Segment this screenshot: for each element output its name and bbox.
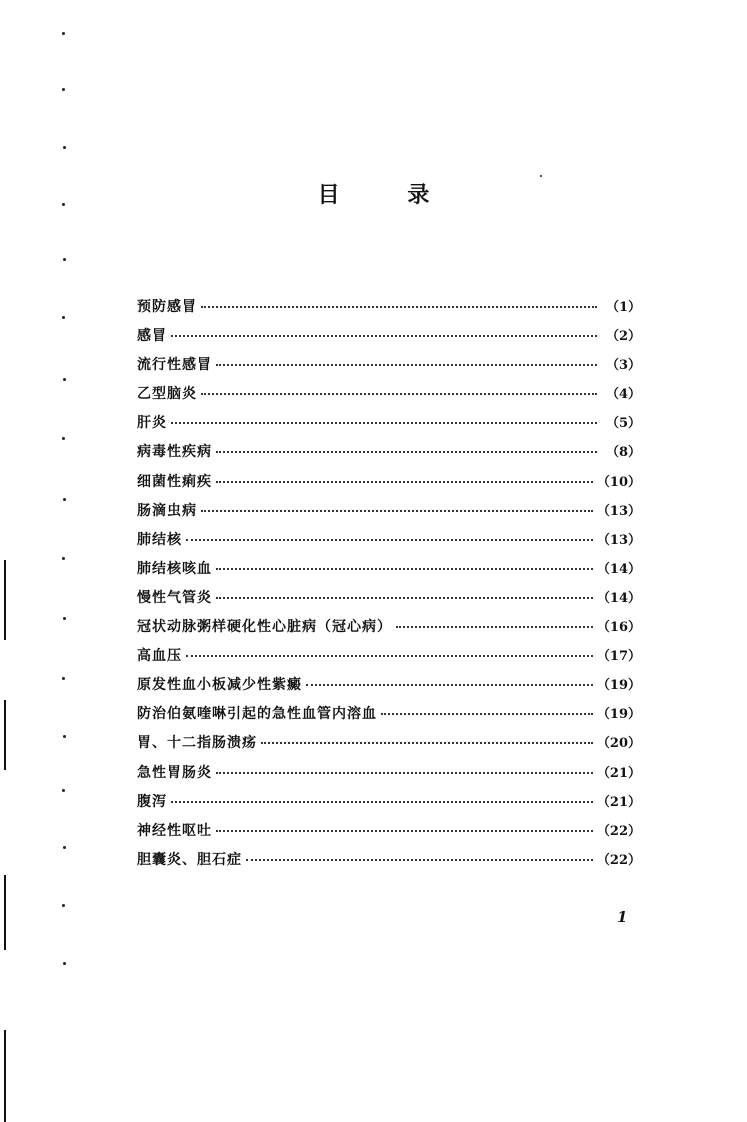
toc-entry (137, 732, 641, 761)
toc-entry (137, 471, 641, 500)
toc-entry (137, 441, 641, 470)
toc-entry-page: （20） (596, 736, 641, 752)
scan-edge-line (4, 1030, 6, 1122)
toc-entry (137, 645, 641, 674)
toc-entry (137, 296, 641, 325)
toc-entry (137, 500, 641, 529)
toc-entry (137, 325, 641, 354)
toc-entry (137, 412, 641, 441)
scan-dot (63, 498, 66, 501)
toc-leader-dots (171, 421, 597, 424)
scan-edge-line (4, 560, 6, 640)
toc-entry-page: （3） (605, 358, 641, 374)
scan-dot (63, 962, 66, 965)
toc-entry-title: 冠状动脉粥样硬化性心脏病（冠心病） (137, 619, 392, 636)
toc-entry-page: （21） (596, 765, 641, 781)
toc-leader-dots (216, 363, 597, 366)
toc-leader-dots (216, 596, 593, 599)
toc-entry-title: 感冒 (137, 328, 167, 345)
toc-leader-dots (246, 858, 593, 861)
toc-entry-page: （22） (596, 852, 641, 868)
toc-entry-page: （16） (596, 620, 641, 636)
scan-dot (63, 378, 66, 381)
scan-dot (62, 904, 65, 907)
table-of-contents (137, 296, 641, 878)
toc-entry-title: 胃、十二指肠溃疡 (137, 735, 257, 752)
toc-entry-page: （17） (596, 649, 641, 665)
scan-edge-line (4, 875, 6, 950)
toc-leader-dots (306, 683, 593, 686)
toc-entry-page: （19） (596, 678, 641, 694)
toc-leader-dots (201, 305, 597, 308)
toc-leader-dots (186, 654, 593, 657)
toc-entry (137, 383, 641, 412)
toc-leader-dots (216, 829, 593, 832)
scan-dot (62, 789, 65, 792)
scan-dot (63, 735, 66, 738)
toc-leader-dots (261, 741, 593, 744)
scan-dot (62, 677, 65, 680)
toc-entry-page: （13） (596, 532, 641, 548)
scan-dot (63, 617, 66, 620)
scan-edge-line (4, 700, 6, 770)
toc-entry-page: （2） (605, 329, 641, 345)
toc-entry-title: 预防感冒 (137, 299, 197, 315)
toc-entry-title: 急性胃肠炎 (137, 764, 212, 781)
page-number: 1 (617, 908, 628, 926)
toc-leader-dots (201, 509, 593, 512)
toc-entry (137, 703, 641, 732)
toc-entry (137, 820, 641, 849)
toc-leader-dots (171, 800, 593, 803)
toc-leader-dots (381, 712, 593, 715)
scan-dot (62, 32, 65, 35)
toc-entry-title: 肺结核咳血 (137, 560, 212, 577)
toc-entry-page: （5） (605, 416, 641, 432)
toc-entry (137, 587, 641, 616)
title-char-1: 目 (317, 183, 340, 208)
scan-dot (62, 316, 65, 319)
toc-entry-title: 流行性感冒 (137, 357, 212, 374)
toc-entry-title: 慢性气管炎 (137, 589, 212, 606)
toc-entry-page: （10） (596, 474, 641, 490)
toc-leader-dots (396, 625, 593, 628)
toc-entry-page: （1） (605, 300, 641, 315)
toc-entry (137, 354, 641, 383)
scan-dot (540, 175, 542, 177)
page-title (0, 178, 747, 209)
toc-leader-dots (171, 334, 597, 337)
toc-entry (137, 616, 641, 645)
toc-entry-title: 乙型脑炎 (137, 386, 197, 403)
toc-entry-page: （21） (596, 794, 641, 810)
toc-entry (137, 849, 641, 878)
scan-dot (62, 557, 65, 560)
toc-entry (137, 529, 641, 558)
toc-entry-title: 肠滴虫病 (137, 502, 197, 519)
toc-entry-page: （14） (596, 590, 641, 606)
toc-entry-title: 肝炎 (137, 415, 167, 432)
toc-entry-page: （8） (605, 445, 641, 461)
toc-leader-dots (201, 392, 597, 395)
scan-dot (62, 88, 65, 91)
toc-entry-title: 原发性血小板减少性紫癜 (137, 677, 302, 694)
toc-leader-dots (186, 538, 593, 541)
toc-entry-title: 病毒性疾病 (137, 444, 212, 461)
scan-dot (63, 258, 66, 261)
toc-entry (137, 674, 641, 703)
toc-entry (137, 558, 641, 587)
toc-leader-dots (216, 771, 593, 774)
toc-leader-dots (216, 450, 597, 453)
toc-entry-title: 神经性呕吐 (137, 822, 212, 839)
toc-entry-page: （19） (596, 707, 641, 723)
scan-dot (63, 846, 66, 849)
toc-leader-dots (216, 480, 593, 483)
toc-entry-title: 腹泻 (137, 793, 167, 810)
toc-entry-title: 胆囊炎、胆石症 (137, 851, 242, 868)
toc-entry (137, 791, 641, 820)
toc-entry-title: 肺结核 (137, 531, 182, 548)
scan-dot (62, 437, 65, 440)
toc-leader-dots (216, 567, 593, 570)
toc-entry-title: 防治伯氨喹啉引起的急性血管内溶血 (137, 706, 377, 723)
toc-entry-page: （4） (605, 387, 641, 403)
toc-entry-page: （13） (596, 503, 641, 519)
toc-entry-title: 细菌性痢疾 (137, 473, 212, 490)
title-char-2: 录 (407, 183, 430, 208)
scan-dot (63, 146, 66, 149)
toc-entry-page: （22） (596, 823, 641, 839)
toc-entry-page: （14） (596, 561, 641, 577)
toc-entry (137, 762, 641, 791)
toc-entry-title: 高血压 (137, 648, 182, 665)
